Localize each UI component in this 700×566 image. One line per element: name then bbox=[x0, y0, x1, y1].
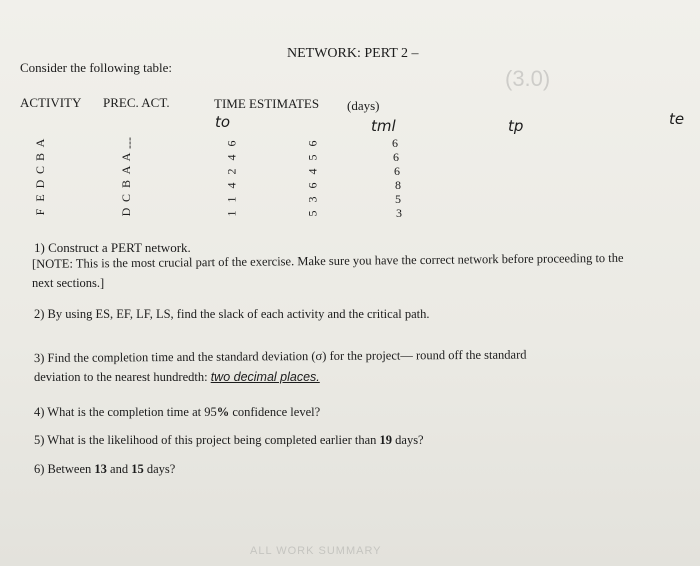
prec-activity: D bbox=[119, 207, 133, 217]
question-3: 3) Find the completion time and the standard deviation (σ) for the project— round off the standard bbox=[33, 347, 527, 365]
time-estimate-value: 1 bbox=[224, 210, 239, 217]
question-6-mid: and bbox=[106, 462, 132, 476]
activity-letter: D bbox=[33, 179, 47, 189]
question-4 bbox=[34, 405, 320, 420]
handwritten-tml: tml bbox=[371, 117, 396, 135]
prec-activity: --- bbox=[122, 137, 136, 149]
intro-text: Consider the following table: bbox=[20, 60, 173, 75]
activity-letter: C bbox=[33, 166, 47, 175]
time-estimate-value: 6 bbox=[305, 140, 320, 147]
time-estimate-value: 6 bbox=[392, 136, 398, 150]
question-6 bbox=[34, 462, 175, 477]
question-4-suffix: confidence level? bbox=[229, 405, 321, 419]
activity-letter: B bbox=[33, 153, 47, 162]
question-1: 1) Construct a PERT network. bbox=[34, 240, 191, 255]
question-5-suffix: days? bbox=[392, 433, 424, 447]
question-1-note-cont: next sections.] bbox=[32, 276, 105, 290]
question-4-text: 4) What is the completion time at 95 bbox=[34, 405, 217, 419]
question-5-bold: 19 bbox=[379, 433, 393, 447]
col-header-days: (days) bbox=[347, 98, 380, 113]
prec-activity: A bbox=[119, 152, 133, 162]
question-6-bold-2: 15 bbox=[131, 462, 144, 476]
question-3-underline: two decimal places. bbox=[210, 370, 320, 384]
handwritten-tp: tp bbox=[508, 117, 524, 135]
time-estimate-value: 6 bbox=[394, 164, 400, 178]
question-6-text: 6) Between bbox=[34, 462, 95, 476]
prec-activity: A bbox=[119, 165, 133, 175]
page-title: NETWORK: PERT 2 – bbox=[287, 46, 419, 61]
time-estimate-value: 1 bbox=[224, 196, 239, 203]
col-header-activity: ACTIVITY bbox=[20, 95, 82, 110]
time-estimate-value: 5 bbox=[305, 210, 320, 217]
question-3-emphasis bbox=[211, 370, 320, 384]
time-estimate-value: 2 bbox=[224, 168, 239, 175]
question-6-suffix: days? bbox=[143, 462, 176, 476]
time-estimate-value: 3 bbox=[305, 196, 320, 203]
time-estimate-value: 4 bbox=[305, 168, 320, 175]
time-estimate-value: 4 bbox=[224, 154, 239, 161]
time-estimate-value: 6 bbox=[393, 150, 399, 164]
prec-activity: C bbox=[119, 194, 133, 203]
col-header-prec: PREC. ACT. bbox=[103, 95, 170, 110]
handwritten-te: te bbox=[669, 110, 685, 128]
time-estimate-value: 6 bbox=[305, 182, 320, 189]
time-estimate-value: 5 bbox=[305, 154, 320, 161]
time-estimate-value: 5 bbox=[395, 192, 401, 206]
col-header-time: TIME ESTIMATES bbox=[214, 96, 320, 111]
bleed-through-mark: (3.0) bbox=[505, 66, 551, 91]
activity-letter: A bbox=[33, 138, 47, 148]
time-estimate-value: 3 bbox=[396, 206, 402, 220]
time-estimate-value: 4 bbox=[224, 182, 239, 189]
question-4-bold: % bbox=[216, 405, 230, 419]
question-2: 2) By using ES, EF, LF, LS, find the slack of each activity and the critical path. bbox=[34, 307, 430, 321]
question-5 bbox=[34, 433, 424, 448]
question-3-text: deviation to the nearest hundredth: bbox=[34, 370, 211, 384]
question-6-bold-1: 13 bbox=[94, 462, 107, 476]
activity-letter: F bbox=[33, 208, 47, 216]
time-estimate-value: 6 bbox=[224, 140, 239, 147]
question-5-text: 5) What is the likelihood of this project being completed earlier than bbox=[34, 433, 380, 447]
bleed-through-mark: ALL WORK SUMMARY bbox=[250, 545, 382, 557]
handwritten-to: to bbox=[215, 113, 231, 131]
question-3-cont bbox=[34, 370, 320, 385]
activity-letter: E bbox=[33, 194, 47, 202]
time-estimate-value: 8 bbox=[395, 178, 401, 192]
prec-activity: B bbox=[119, 180, 133, 189]
question-1-note: [NOTE: This is the most crucial part of the exercise. Make sure you have the correct network before proceeding to the bbox=[31, 250, 624, 271]
